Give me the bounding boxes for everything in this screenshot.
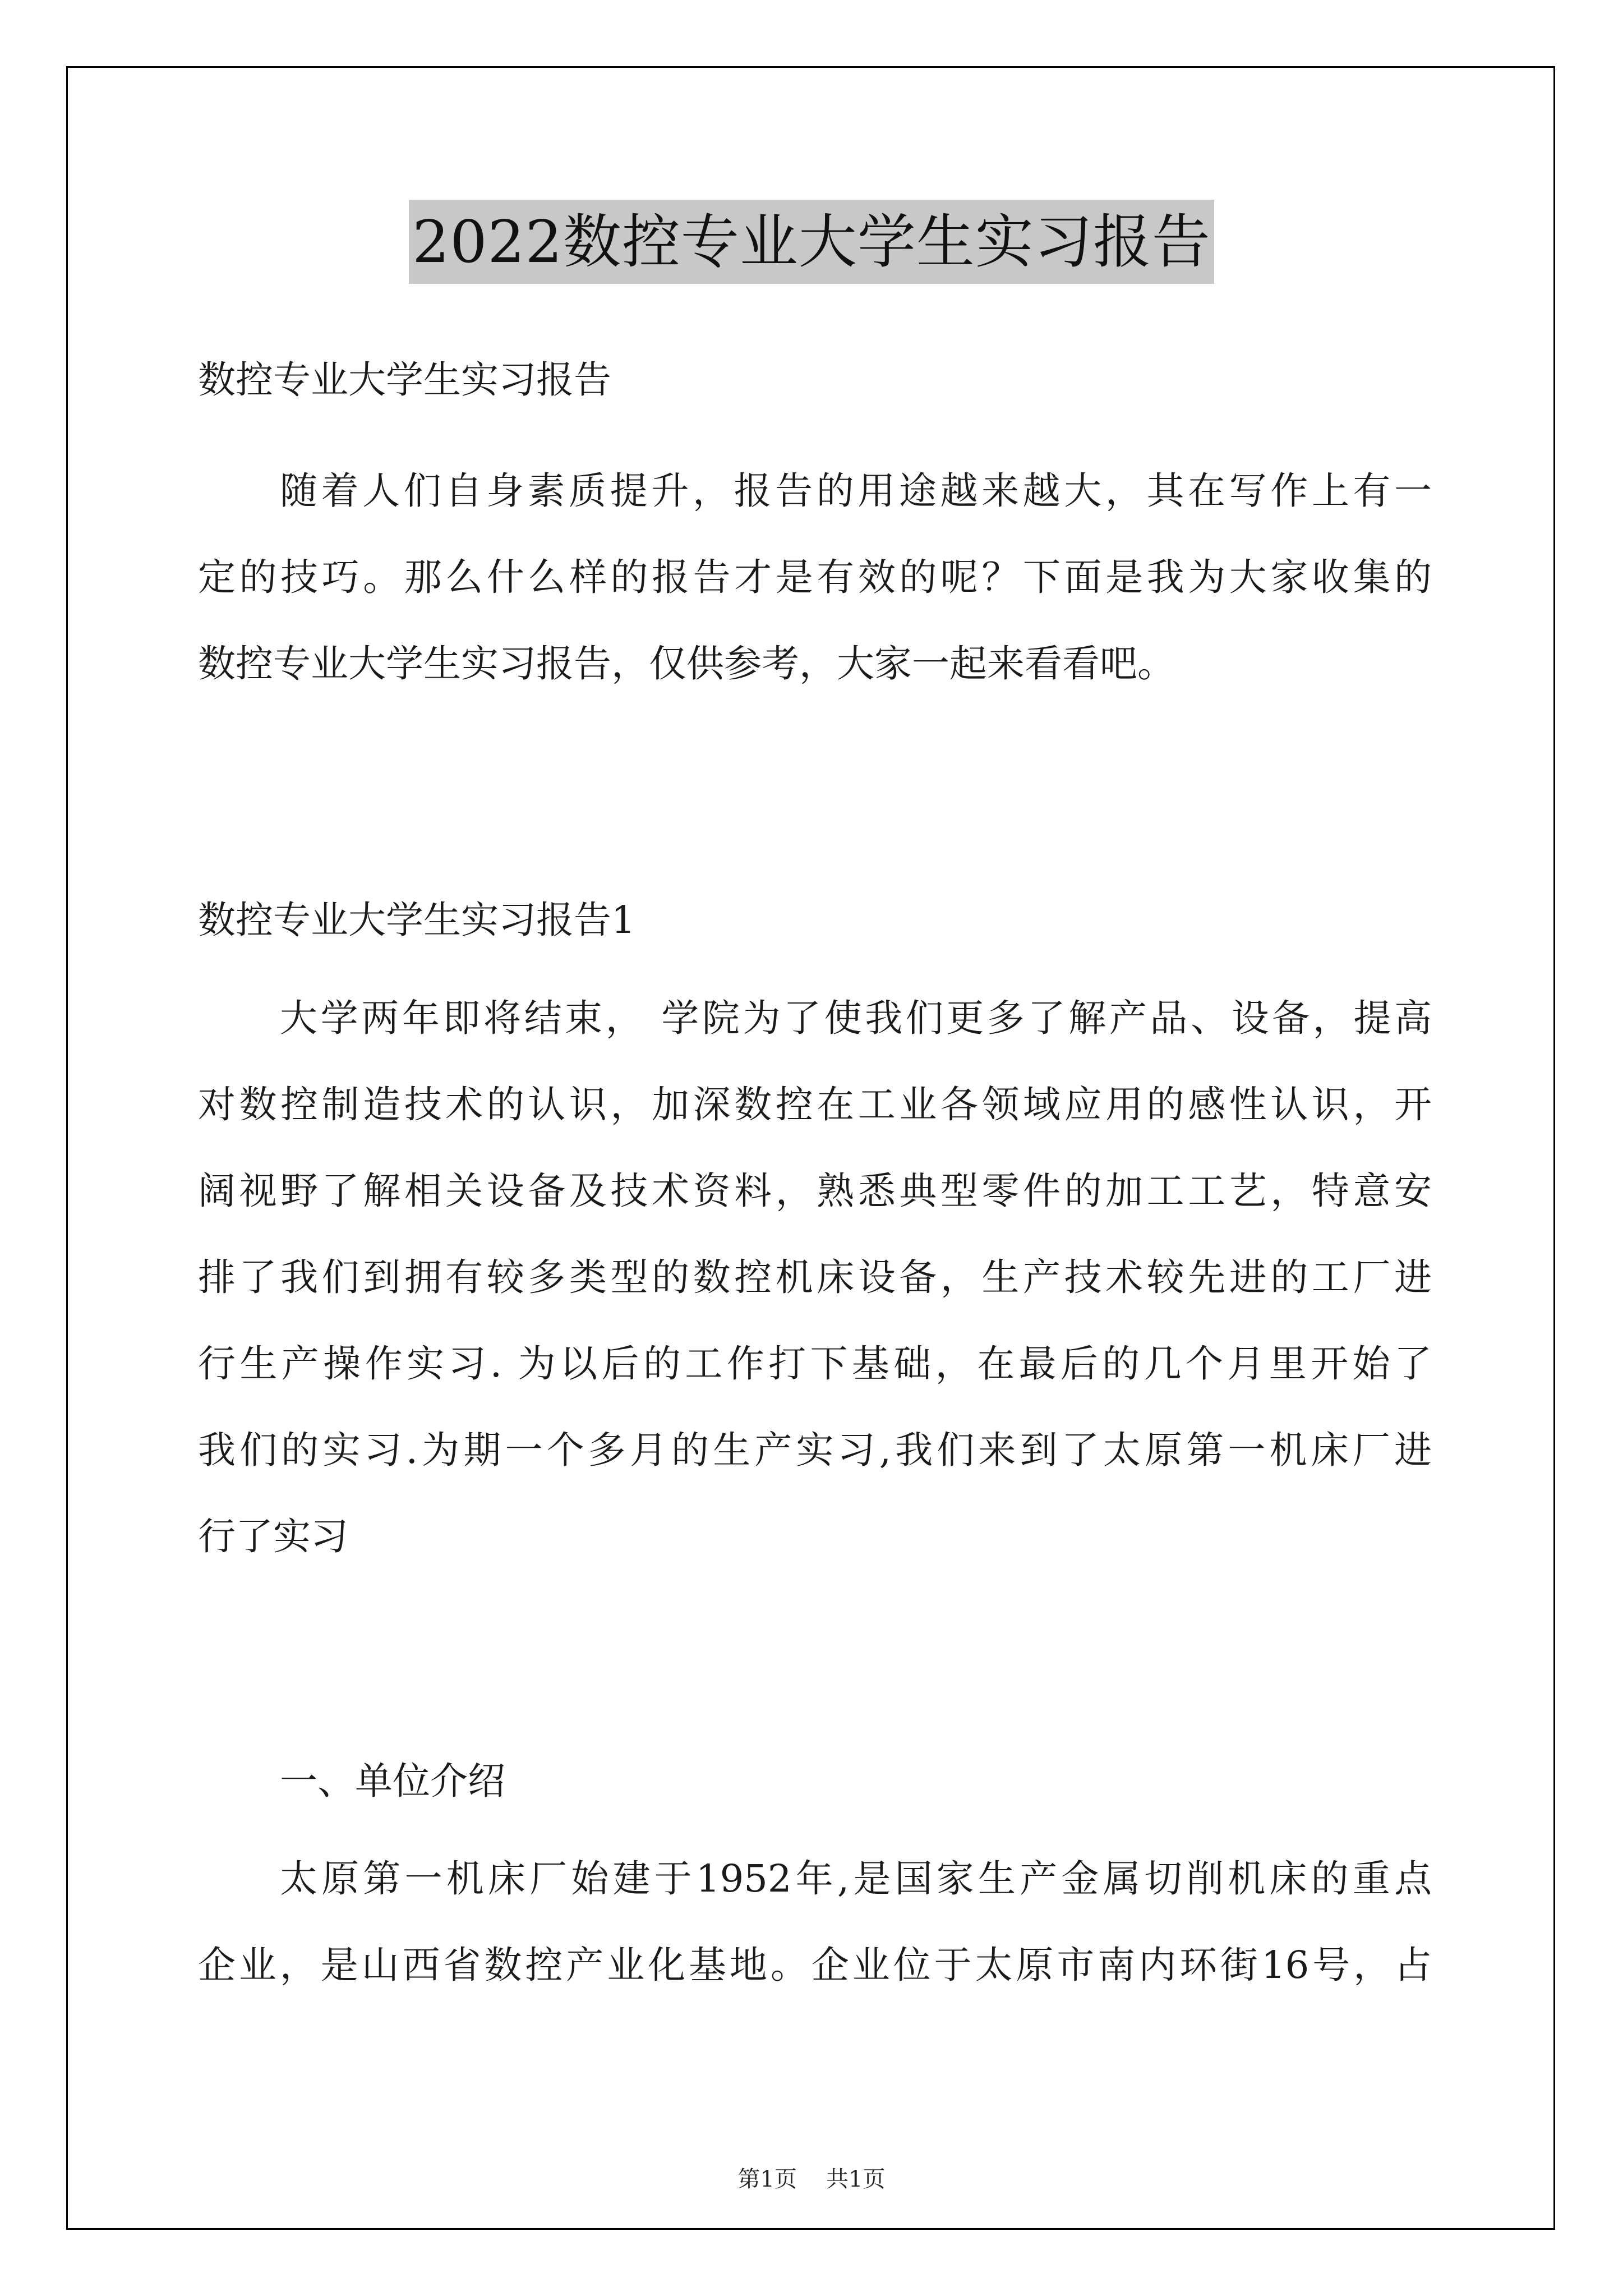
document-subtitle: 数控专业大学生实习报告: [198, 358, 611, 402]
paragraph-line: 行生产操作实习. 为以后的工作打下基础，在最后的几个月里开始了: [198, 1342, 1432, 1386]
section-heading: 数控专业大学生实习报告1: [198, 898, 635, 942]
intro-paragraph: [198, 448, 1432, 707]
document-title: 2022数控专业大学生实习报告: [409, 200, 1214, 284]
intro-line: 数控专业大学生实习报告，仅供参考，大家一起来看看吧。: [198, 642, 1175, 685]
paragraph-line: 对数控制造技术的认识，加深数控在工业各领域应用的感性认识，开: [198, 1083, 1432, 1126]
paragraph-line: 大学两年即将结束， 学院为了使我们更多了解产品、设备，提高: [280, 996, 1432, 1040]
page-number: 第1页: [737, 2166, 797, 2192]
paragraph-line: 我们的实习.为期一个多月的生产实习,我们来到了太原第一机床厂进: [198, 1428, 1432, 1472]
section1-paragraph: [198, 975, 1432, 1580]
paragraph-line: 阔视野了解相关设备及技术资料，熟悉典型零件的加工工艺，特意安: [198, 1169, 1432, 1213]
intro-line: 定的技巧。那么什么样的报告才是有效的呢？下面是我为大家收集的: [198, 555, 1432, 599]
title-container: [0, 200, 1623, 284]
paragraph-line: 企业，是山西省数控产业化基地。企业位于太原市南内环街16号，占: [198, 1943, 1432, 1987]
paragraph-line: 排了我们到拥有较多类型的数控机床设备，生产技术较先进的工厂进: [198, 1255, 1432, 1299]
unit-paragraph: [198, 1835, 1432, 2008]
intro-line: 随着人们自身素质提升，报告的用途越来越大，其在写作上有一: [280, 469, 1432, 513]
page-total: 共1页: [826, 2166, 886, 2192]
paragraph-line: 行了实习: [198, 1515, 348, 1558]
page-footer: [0, 2162, 1623, 2196]
unit-heading: 一、单位介绍: [280, 1759, 505, 1803]
paragraph-line: 太原第一机床厂始建于1952年,是国家生产金属切削机床的重点: [280, 1857, 1432, 1901]
